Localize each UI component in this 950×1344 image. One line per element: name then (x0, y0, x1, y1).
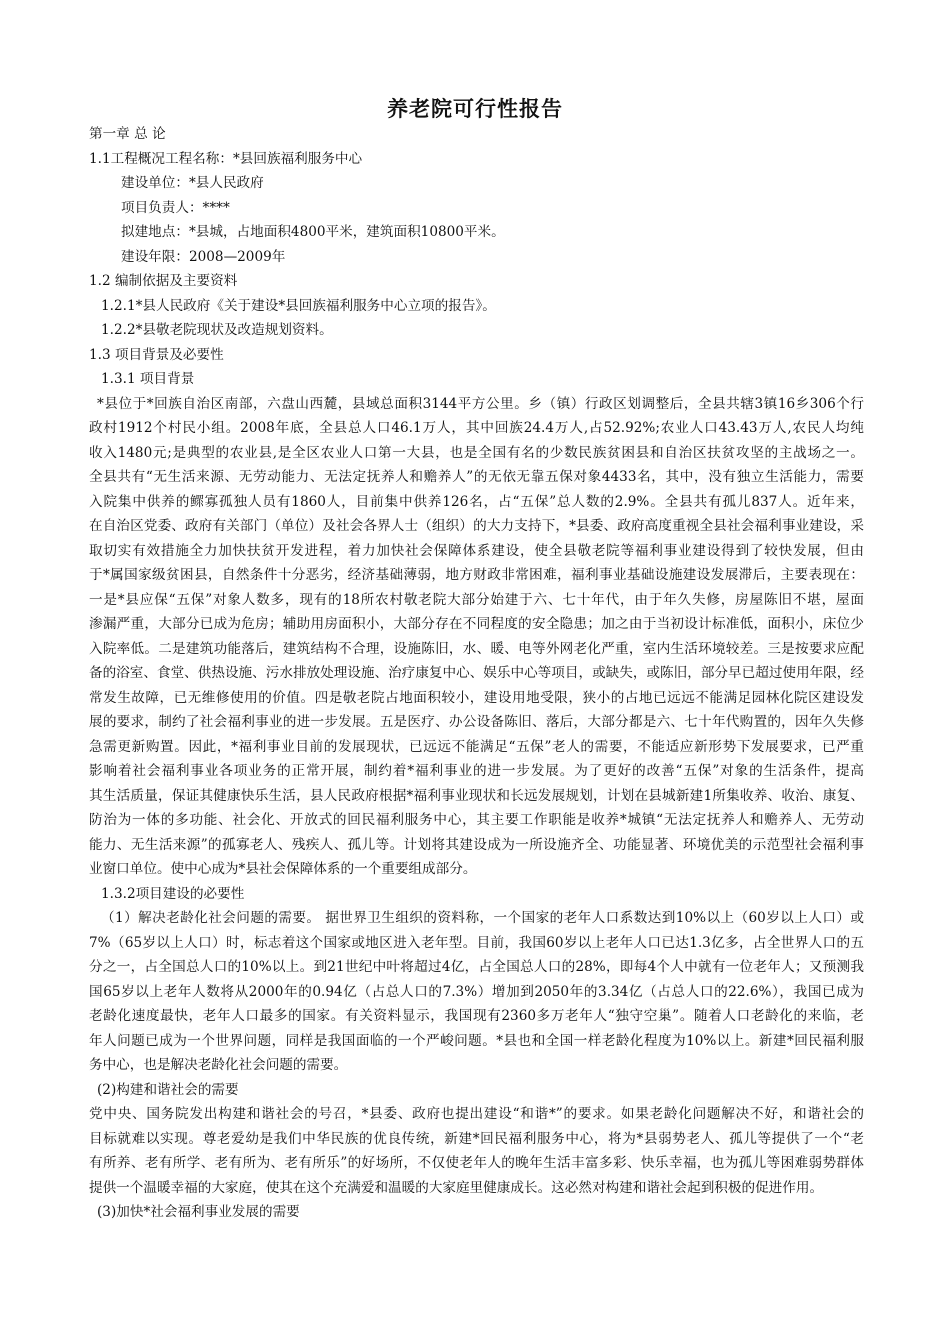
paragraph-line: 在自治区党委、政府有关部门（单位）及社会各界人士（组织）的大力支持下，*县委、政府高度重视全县社会福利事业建设，采 (89, 518, 864, 534)
paragraph-line: 务中心，也是解决老龄化社会问题的需要。 (89, 1057, 348, 1073)
paragraph-line: 全县共有“无生活来源、无劳动能力、无法定抚养人和赡养人”的无依无靠五保对象4433名，其中，没有独立生活能力，需要 (89, 469, 864, 485)
info-line: 建设年限：2008—2009年 (121, 248, 286, 265)
paragraph-line: 老龄化速度最快，老年人口最多的国家。有关资料显示，我国现有2360多万老年人“独守空巢”。随着人口老龄化的来临，老 (89, 1008, 864, 1024)
document-title: 养老院可行性报告 (387, 97, 563, 121)
necessity-paragraph-1 (89, 906, 864, 1078)
paragraph-line: 常发生故障，已无维修使用的价值。四是敬老院占地面积较小，建设用地受限，狭小的占地已远远不能满足园林化院区建设发 (89, 689, 864, 706)
paragraph-line: 年人问题已成为一个世界问题，同样是我国面临的一个严峻问题。*县也和全国一样老龄化程度为10%以上。新建*回民福利服 (89, 1032, 864, 1049)
paragraph-line: 收入1480元;是典型的农业县,是全区农业人口第一大县，也是全国有名的少数民族贫困县和自治区扶贫攻坚的主战场之一。 (89, 444, 864, 461)
info-line: 拟建地点：*县城，占地面积4800平米，建筑面积10800平米。 (121, 224, 505, 240)
paragraph-line: 党中央、国务院发出构建和谐社会的号召，*县委、政府也提出建设“和谐*”的要求。如果老龄化问题解决不好，和谐社会的 (89, 1106, 864, 1122)
paragraph-line: 政村1912个村民小组。2008年底，全县总人口46.1万人，其中回族24.4万人,占52.92%;农业人口43.43万人,农民人均纯 (89, 420, 864, 436)
paragraph-line: 其生活质量，保证其健康快乐生活，县人民政府根据*福利事业现状和长远发展规划，计划在县城新建1所集收养、收治、康复、 (89, 787, 864, 804)
paragraph-line: 7%（65岁以上人口）时，标志着这个国家或地区进入老年型。目前，我国60岁以上老年人口已达1.3亿多，占全世界人口的五 (89, 934, 864, 951)
section-heading: 1.2 编制依据及主要资料 (89, 273, 238, 289)
paragraph-line: 分之一，占全国总人口的10%以上。到21世纪中叶将超过4亿，占全国总人口的28%，即每4个人中就有一位老年人；又预测我 (89, 959, 864, 975)
info-line: 建设单位：*县人民政府 (121, 175, 264, 191)
paragraph-line: 防治为一体的多功能、社会化、开放式的回民福利服务中心，其主要工作职能是收养*城镇“无法定抚养人和赡养人、无劳动 (89, 812, 864, 828)
paragraph-line: 影响着社会福利事业各项业务的正常开展，制约着*福利事业的进一步发展。为了更好的改善“五保”对象的生活条件，提高 (89, 763, 864, 779)
paragraph-line: 渗漏严重，大部分已成为危房；辅助用房面积小，大部分存在不同程度的安全隐患；加之由于当初设计标准低，面积小，床位少 (89, 616, 864, 632)
chapter-heading: 第一章 总 论 (89, 126, 166, 142)
numbered-heading: (3)加快*社会福利事业发展的需要 (97, 1204, 300, 1220)
paragraph-line: *县位于*回族自治区南部，六盘山西麓，县域总面积3144平方公里。乡（镇）行政区划调整后，全县共辖3镇16乡306个行 (97, 395, 864, 412)
paragraph-line: 能力、无生活来源”的孤寡老人、残疾人、孤儿等。计划将其建设成为一所设施齐全、功能显著、环境优美的示范型社会福利事 (89, 836, 864, 853)
paragraph-line: （1）解决老龄化社会问题的需要。 据世界卫生组织的资料称，一个国家的老年人口系数达到10%以上（60岁以上人口）或 (101, 910, 864, 926)
list-item: 1.2.1*县人民政府《关于建设*县回族福利服务中心立项的报告》。 (101, 297, 496, 314)
paragraph-line: 备的浴室、食堂、供热设施、污水排放处理设施、治疗康复中心、娱乐中心等项目，或缺失，或陈旧，部分早已超过使用年限，经 (89, 665, 864, 681)
background-paragraph (89, 392, 864, 882)
paragraph-line: 有所养、老有所学、老有所为、老有所乐”的好场所，不仅使老年人的晚年生活丰富多彩、快乐幸福，也为孤儿等困难弱势群体 (89, 1155, 864, 1171)
paragraph-line: 入院率低。二是建筑功能落后，建筑结构不合理，设施陈旧，水、暖、电等外网老化严重，室内生活环境较差。三是按要求应配 (89, 640, 864, 657)
subsection-heading: 1.3.1 项目背景 (101, 371, 195, 387)
info-line: 项目负责人：**** (121, 199, 230, 216)
section-heading: 1.1工程概况工程名称：*县回族福利服务中心 (89, 150, 363, 167)
paragraph-line: 取切实有效措施全力加快扶贫开发进程，着力加快社会保障体系建设，使全县敬老院等福利事业建设得到了较快发展，但由 (89, 542, 864, 559)
paragraph-line: 国65岁以上老年人数将从2000年的0.94亿（占总人口的7.3%）增加到2050年的3.34亿（占总人口的22.6%），我国已成为 (89, 983, 864, 1000)
paragraph-line: 目标就难以实现。尊老爱幼是我们中华民族的优良传统，新建*回民福利服务中心，将为*县弱势老人、孤儿等提供了一个“老 (89, 1130, 864, 1147)
paragraph-line: 展的要求，制约了社会福利事业的进一步发展。五是医疗、办公设备陈旧、落后，大部分都是六、七十年代购置的，因年久失修 (89, 714, 864, 730)
list-item: 1.2.2*县敬老院现状及改造规划资料。 (101, 322, 333, 338)
subsection-heading: 1.3.2项目建设的必要性 (101, 885, 245, 902)
section-heading: 1.3 项目背景及必要性 (89, 346, 224, 363)
paragraph-line: 入院集中供养的鳏寡孤独人员有1860人，目前集中供养126名，占“五保”总人数的2.9%。全县共有孤儿837人。近年来， (89, 493, 864, 510)
necessity-paragraph-2 (89, 1102, 864, 1200)
paragraph-line: 急需更新购置。因此，*福利事业目前的发展现状，已远远不能满足“五保”老人的需要，不能适应新形势下发展要求，已严重 (89, 738, 864, 755)
paragraph-line: 一是*县应保“五保”对象人数多，现有的18所农村敬老院大部分始建于六、七十年代，由于年久失修，房屋陈旧不堪，屋面 (89, 591, 864, 608)
paragraph-line: 于*属国家级贫困县，自然条件十分恶劣，经济基础薄弱，地方财政非常困难，福利事业基础设施建设发展滞后，主要表现在： (89, 567, 864, 583)
numbered-heading: (2)构建和谐社会的需要 (97, 1081, 239, 1098)
document-body (89, 122, 864, 1225)
paragraph-line: 提供一个温暖幸福的大家庭，使其在这个充满爱和温暖的大家庭里健康成长。这必然对构建和谐社会起到积极的促进作用。 (89, 1179, 824, 1196)
paragraph-line: 业窗口单位。使中心成为*县社会保障体系的一个重要组成部分。 (89, 861, 477, 877)
